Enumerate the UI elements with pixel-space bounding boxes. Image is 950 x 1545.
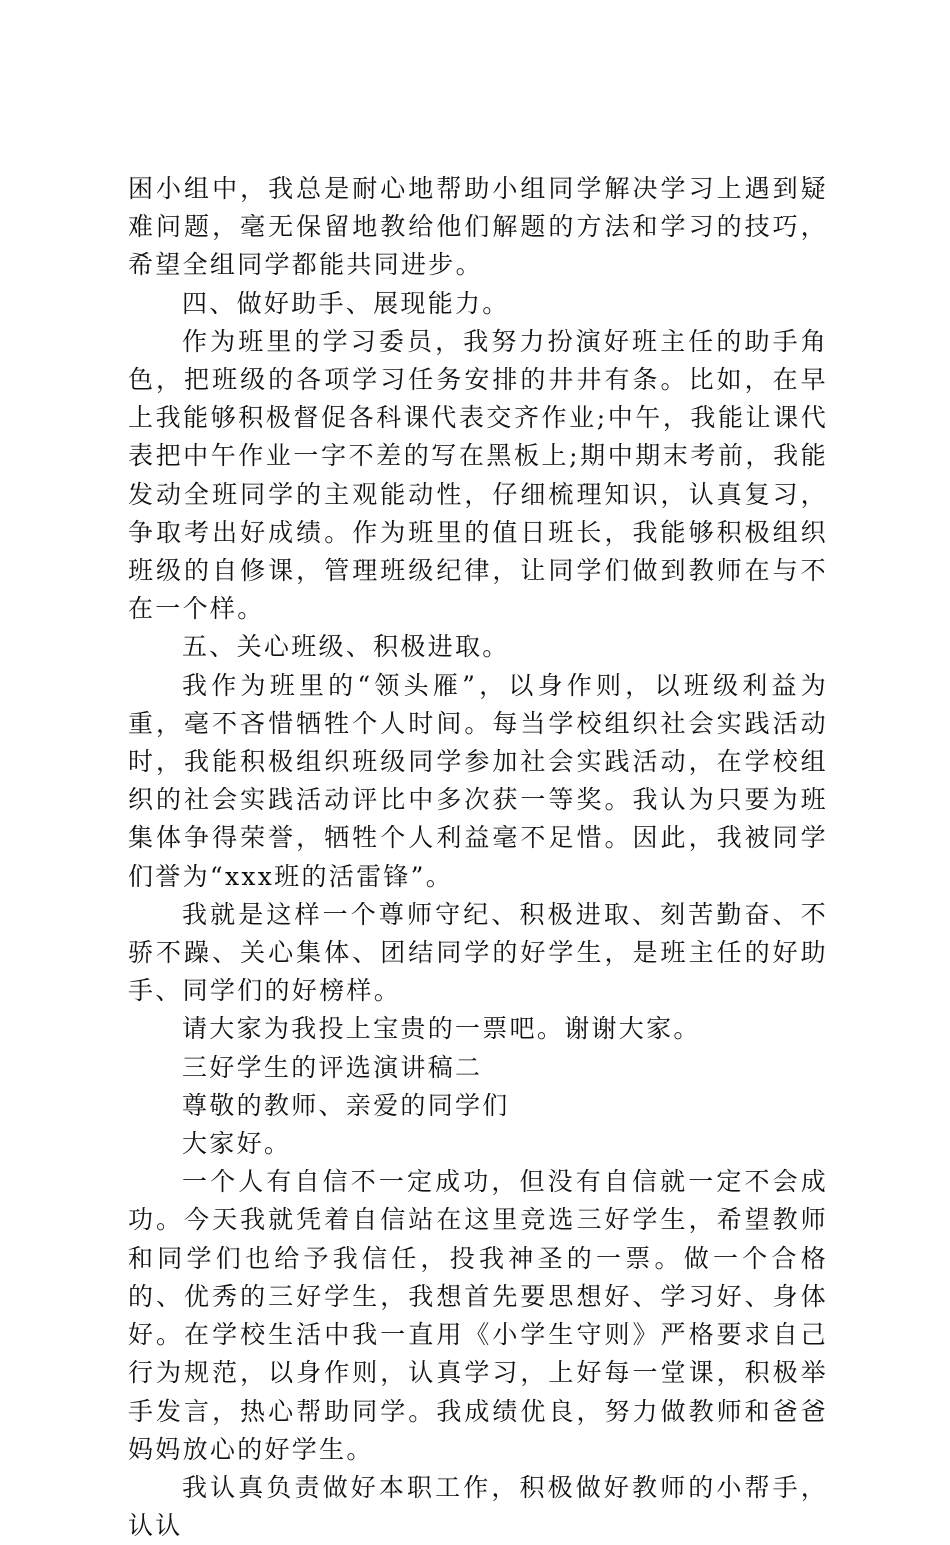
document-body <box>128 170 828 1545</box>
speech-two-salutation: 尊敬的教师、亲爱的同学们 <box>182 1090 510 1120</box>
paragraph-vote-request: 请大家为我投上宝贵的一票吧。谢谢大家。 <box>182 1014 701 1044</box>
speech-two-title: 三好学生的评选演讲稿二 <box>182 1052 483 1082</box>
paragraph-continued: 困小组中，我总是耐心地帮助小组同学解决学习上遇到疑难问题，毫无保留地教给他们解题的方法和学习的技巧，希望全组同学都能共同进步。 <box>128 174 828 280</box>
paragraph-duties: 我认真负责做好本职工作，积极做好教师的小帮手，认认 <box>128 1472 828 1541</box>
paragraph-class-leader: 我作为班里的“领头雁”，以身作则，以班级利益为重，毫不吝惜牺牲个人时间。每当学校组织社会实践活动时，我能积极组织班级同学参加社会实践活动，在学校组织的社会实践活动评比中多次获一等奖。我认为只要为班集体争得荣誉，牺牲个人利益毫不足惜。因此，我被同学们誉为“xxx班的活雷锋”。 <box>128 670 828 891</box>
paragraph-summary: 我就是这样一个尊师守纪、积极进取、刻苦勤奋、不骄不躁、关心集体、团结同学的好学生，是班主任的好助手、同学们的好榜样。 <box>128 899 828 1006</box>
paragraph-study-committee: 作为班里的学习委员，我努力扮演好班主任的助手角色，把班级的各项学习任务安排的井井有条。比如，在早上我能够积极督促各科课代表交齐作业;中午，我能让课代表把中午作业一字不差的写在黑板上;期中期末考前，我能发动全班同学的主观能动性，仔细梳理知识，认真复习，争取考出好成绩。作为班里的值日班长，我能够积极组织班级的自修课，管理班级纪律，让同学们做到教师在与不在一个样。 <box>128 326 828 624</box>
paragraph-confidence: 一个人有自信不一定成功，但没有自信就一定不会成功。今天我就凭着自信站在这里竞选三好学生，希望教师和同学们也给予我信任，投我神圣的一票。做一个合格的、优秀的三好学生，我想首先要思想好、学习好、身体好。在学校生活中我一直用《小学生守则》严格要求自己行为规范，以身作则，认真学习，上好每一堂课，积极举手发言，热心帮助同学。我成绩优良，努力做教师和爸爸妈妈放心的好学生。 <box>128 1167 828 1464</box>
section-heading-4: 四、做好助手、展现能力。 <box>182 288 510 318</box>
speech-two-greeting: 大家好。 <box>182 1129 292 1159</box>
section-heading-5: 五、关心班级、积极进取。 <box>182 632 510 662</box>
